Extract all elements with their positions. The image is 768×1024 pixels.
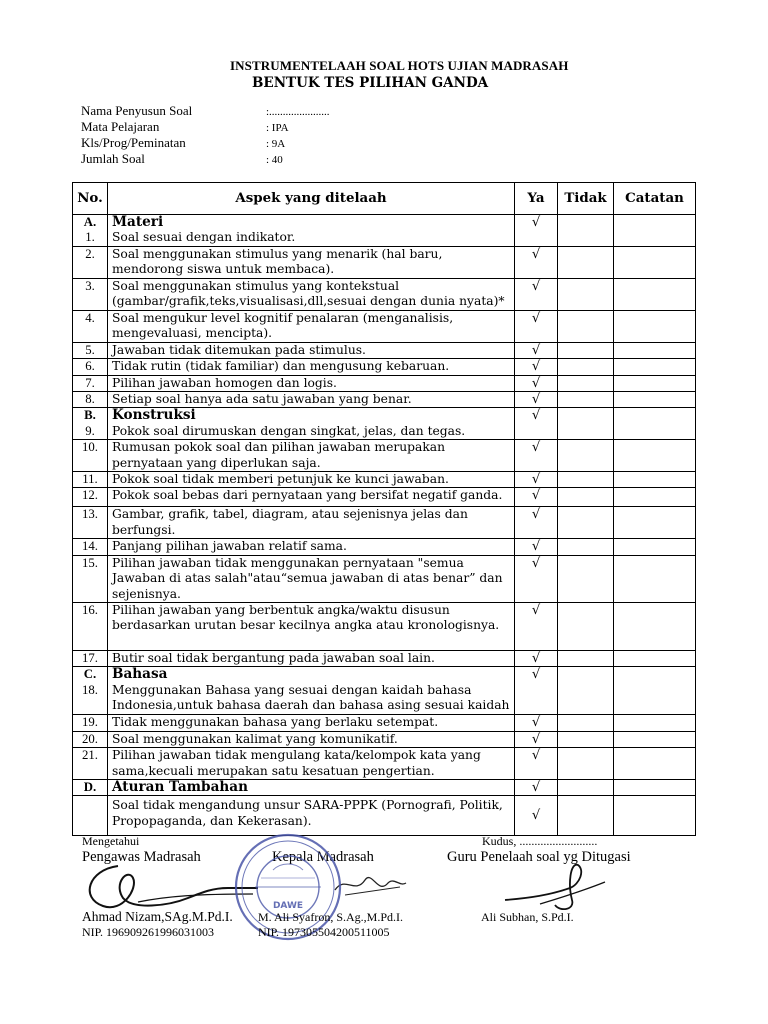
meta-row <box>81 119 330 135</box>
table-row <box>73 246 696 278</box>
table-row <box>73 392 696 408</box>
row-aspect-cell <box>108 650 515 666</box>
ya-check-cell <box>515 342 558 358</box>
meta-label: Jumlah Soal <box>81 151 145 166</box>
header-aspek: Aspek yang ditelaah <box>108 183 515 215</box>
row-aspect-cell <box>108 555 515 602</box>
table-body <box>73 215 696 836</box>
ya-check-cell <box>515 539 558 555</box>
tidak-cell <box>558 440 614 472</box>
aspect-text: Setiap soal hanya ada satu jawaban yang benar. <box>112 392 412 407</box>
item-number: 20. <box>82 731 98 746</box>
check-mark-icon: √ <box>531 731 541 747</box>
pengawas-nip: NIP. 196909261996031003 <box>82 925 215 939</box>
kepala-name: M. Ali Syafron, S.Ag.,M.Pd.I. <box>258 910 404 924</box>
item-number: 3. <box>85 278 95 293</box>
check-mark-icon: √ <box>531 748 541 764</box>
row-number-cell <box>73 246 108 278</box>
row-number-cell <box>73 278 108 310</box>
tidak-cell <box>558 650 614 666</box>
ya-check-cell <box>515 278 558 310</box>
ya-check-cell <box>515 650 558 666</box>
row-number-cell <box>73 215 108 247</box>
tidak-cell <box>558 667 614 715</box>
check-mark-icon: √ <box>531 359 541 375</box>
ya-check-cell <box>515 748 558 780</box>
check-mark-icon: √ <box>531 808 541 824</box>
catatan-cell <box>614 667 696 715</box>
row-aspect-cell <box>108 748 515 780</box>
catatan-cell <box>614 246 696 278</box>
row-number-cell <box>73 440 108 472</box>
mengetahui-label: Mengetahui <box>82 834 140 848</box>
ya-check-cell <box>515 375 558 391</box>
catatan-cell <box>614 539 696 555</box>
check-mark-icon: √ <box>531 539 541 555</box>
tidak-cell <box>558 731 614 747</box>
catatan-cell <box>614 796 696 836</box>
ya-check-cell <box>515 667 558 715</box>
meta-row <box>81 103 330 119</box>
row-aspect-cell <box>108 392 515 408</box>
ya-check-cell <box>515 779 558 795</box>
ya-check-cell <box>515 310 558 342</box>
table-row <box>73 539 696 555</box>
row-number-cell <box>73 342 108 358</box>
check-mark-icon: √ <box>531 779 541 795</box>
header-catatan: Catatan <box>614 183 696 215</box>
item-number: 13. <box>82 507 98 522</box>
meta-value: : IPA <box>266 122 289 134</box>
item-number: 21. <box>82 748 98 763</box>
meta-row <box>81 151 330 167</box>
table-header-row <box>73 183 696 215</box>
tidak-cell <box>558 359 614 375</box>
item-number: 15. <box>82 555 98 570</box>
aspect-text: Soal menggunakan stimulus yang kontekstual (gambar/grafik,teks,visualisasi,dll,sesuai dengan dunia nyata)* <box>112 278 505 309</box>
item-number: 6. <box>85 359 95 374</box>
row-aspect-cell <box>108 488 515 507</box>
tidak-cell <box>558 507 614 539</box>
tidak-cell <box>558 748 614 780</box>
aspect-text: Tidak menggunakan bahasa yang berlaku setempat. <box>112 715 439 730</box>
aspect-text: Soal menggunakan kalimat yang komunikatif. <box>112 731 398 746</box>
row-aspect-cell <box>108 359 515 375</box>
tidak-cell <box>558 392 614 408</box>
catatan-cell <box>614 472 696 488</box>
meta-value: :...................... <box>266 106 330 118</box>
ya-check-cell <box>515 472 558 488</box>
tidak-cell <box>558 602 614 650</box>
item-number: 1. <box>85 230 95 245</box>
kepala-nip: NIP. 197305504200511005 <box>258 925 390 939</box>
row-aspect-cell <box>108 796 515 836</box>
check-mark-icon: √ <box>531 667 541 683</box>
aspect-text: Pokok soal tidak memberi petunjuk ke kunci jawaban. <box>112 472 449 487</box>
item-number: 10. <box>82 440 98 455</box>
ya-check-cell <box>515 440 558 472</box>
tidak-cell <box>558 342 614 358</box>
kepala-title: Kepala Madrasah <box>272 849 374 865</box>
item-number: 4. <box>85 310 95 325</box>
tidak-cell <box>558 310 614 342</box>
meta-value: : 40 <box>266 154 283 166</box>
catatan-cell <box>614 507 696 539</box>
row-number-cell <box>73 488 108 507</box>
check-mark-icon: √ <box>531 408 541 424</box>
check-mark-icon: √ <box>531 472 541 488</box>
catatan-cell <box>614 359 696 375</box>
row-aspect-cell <box>108 507 515 539</box>
row-aspect-cell <box>108 539 515 555</box>
row-number-cell <box>73 715 108 731</box>
tidak-cell <box>558 278 614 310</box>
check-mark-icon: √ <box>531 440 541 456</box>
item-number: 8. <box>85 392 95 407</box>
tidak-cell <box>558 779 614 795</box>
item-number: 7. <box>85 375 95 390</box>
row-aspect-cell <box>108 472 515 488</box>
row-aspect-cell <box>108 440 515 472</box>
row-aspect-cell <box>108 715 515 731</box>
document-title: INSTRUMENTELAAH SOAL HOTS UJIAN MADRASAH <box>230 58 569 73</box>
section-title: Aturan Tambahan <box>112 778 248 795</box>
meta-value: : 9A <box>266 138 286 150</box>
row-number-cell <box>73 392 108 408</box>
table-row <box>73 602 696 650</box>
section-title: Materi <box>112 214 164 230</box>
ya-check-cell <box>515 555 558 602</box>
aspect-text: Panjang pilihan jawaban relatif sama. <box>112 539 347 554</box>
section-letter: D. <box>83 779 97 794</box>
catatan-cell <box>614 488 696 507</box>
aspect-text: Butir soal tidak bergantung pada jawaban soal lain. <box>112 650 435 665</box>
header-tidak: Tidak <box>558 183 614 215</box>
item-number: 16. <box>82 602 98 617</box>
aspect-text: Tidak rutin (tidak familiar) dan mengusung kebaruan. <box>112 359 450 374</box>
row-number-cell <box>73 667 108 715</box>
aspect-text: Soal menggunakan stimulus yang menarik (hal baru, mendorong siswa untuk membaca). <box>112 246 443 277</box>
catatan-cell <box>614 440 696 472</box>
check-mark-icon: √ <box>531 342 541 358</box>
item-number: 18. <box>82 682 98 697</box>
item-number: 19. <box>82 715 98 730</box>
catatan-cell <box>614 731 696 747</box>
row-number-cell <box>73 731 108 747</box>
header-no: No. <box>73 183 108 215</box>
item-number: 14. <box>82 539 98 554</box>
check-mark-icon: √ <box>531 488 541 504</box>
catatan-cell <box>614 650 696 666</box>
tidak-cell <box>558 375 614 391</box>
catatan-cell <box>614 342 696 358</box>
aspect-text: Pokok soal dirumuskan dengan singkat, jelas, dan tegas. <box>112 423 466 438</box>
pengawas-title: Pengawas Madrasah <box>82 849 201 865</box>
table-row <box>73 715 696 731</box>
guru-title: Guru Penelaah soal yg Ditugasi <box>447 849 631 865</box>
catatan-cell <box>614 602 696 650</box>
row-aspect-cell <box>108 602 515 650</box>
tidak-cell <box>558 246 614 278</box>
item-number: 17. <box>82 650 98 665</box>
ya-check-cell <box>515 715 558 731</box>
row-aspect-cell <box>108 375 515 391</box>
ya-check-cell <box>515 215 558 247</box>
aspect-text: Soal mengukur level kognitif penalaran (menganalisis, mengevaluasi, mencipta). <box>112 310 454 341</box>
table-row <box>73 342 696 358</box>
catatan-cell <box>614 748 696 780</box>
table-row <box>73 796 696 836</box>
check-mark-icon: √ <box>531 392 541 408</box>
table-row <box>73 215 696 247</box>
aspect-text: Jawaban tidak ditemukan pada stimulus. <box>112 342 366 357</box>
tidak-cell <box>558 796 614 836</box>
row-aspect-cell <box>108 731 515 747</box>
tidak-cell <box>558 555 614 602</box>
check-mark-icon: √ <box>531 375 541 391</box>
catatan-cell <box>614 215 696 247</box>
check-mark-icon: √ <box>531 602 541 618</box>
section-letter: C. <box>83 667 97 682</box>
row-number-cell <box>73 359 108 375</box>
tidak-cell <box>558 408 614 440</box>
meta-row <box>81 135 330 151</box>
pengawas-name: Ahmad Nizam,SAg.M.Pd.I. <box>82 909 233 924</box>
section-title: Bahasa <box>112 666 168 683</box>
item-number: 5. <box>85 342 95 357</box>
section-letter: B. <box>84 408 96 423</box>
item-number: 9. <box>85 423 95 438</box>
meta-label: Kls/Prog/Peminatan <box>81 135 186 150</box>
ya-check-cell <box>515 359 558 375</box>
table-row <box>73 779 696 795</box>
guru-name: Ali Subhan, S.Pd.I. <box>481 910 574 924</box>
aspect-text: Soal sesuai dengan indikator. <box>112 230 296 245</box>
table-row <box>73 507 696 539</box>
check-mark-icon: √ <box>531 715 541 731</box>
table-row <box>73 359 696 375</box>
ya-check-cell <box>515 602 558 650</box>
table-row <box>73 408 696 440</box>
check-mark-icon: √ <box>531 555 541 571</box>
guru-signature <box>500 860 610 915</box>
catatan-cell <box>614 779 696 795</box>
aspect-text: Rumusan pokok soal dan pilihan jawaban merupakan pernyataan yang diperlukan saja. <box>112 440 446 470</box>
row-aspect-cell <box>108 408 515 440</box>
aspect-text: Pilihan jawaban tidak menggunakan pernyataan "semua Jawaban di atas salah"atau“semua jawaban di atas benar” dan sejenisnya. <box>112 555 503 601</box>
check-mark-icon: √ <box>531 246 541 262</box>
stamp-center-text: DAWE <box>272 901 304 911</box>
header-ya: Ya <box>515 183 558 215</box>
row-aspect-cell <box>108 342 515 358</box>
row-aspect-cell <box>108 667 515 715</box>
row-number-cell <box>73 310 108 342</box>
aspect-text: Pilihan jawaban homogen dan logis. <box>112 375 337 390</box>
row-number-cell <box>73 796 108 836</box>
check-mark-icon: √ <box>531 650 541 666</box>
row-aspect-cell <box>108 310 515 342</box>
ya-check-cell <box>515 408 558 440</box>
table-row <box>73 555 696 602</box>
tidak-cell <box>558 215 614 247</box>
table-row <box>73 472 696 488</box>
meta-label: Mata Pelajaran <box>81 119 160 134</box>
catatan-cell <box>614 715 696 731</box>
aspect-text: Menggunakan Bahasa yang sesuai dengan kaidah bahasa Indonesia,untuk bahasa daerah dan bahasa asing sesuai kaidah <box>112 682 510 713</box>
check-mark-icon: √ <box>531 215 541 230</box>
row-aspect-cell <box>108 246 515 278</box>
catatan-cell <box>614 392 696 408</box>
ya-check-cell <box>515 507 558 539</box>
section-letter: A. <box>83 215 97 229</box>
aspect-text: Pokok soal bebas dari pernyataan yang bersifat negatif ganda. <box>112 488 503 503</box>
row-number-cell <box>73 408 108 440</box>
table-row <box>73 667 696 715</box>
aspect-text: Gambar, grafik, tabel, diagram, atau sejenisnya jelas dan berfungsi. <box>112 507 468 537</box>
row-number-cell <box>73 507 108 539</box>
review-table <box>72 182 696 836</box>
check-mark-icon: √ <box>531 507 541 523</box>
item-number: 11. <box>82 472 98 487</box>
aspect-text: Soal tidak mengandung unsur SARA-PPPK (Pornografi, Politik, Propopaganda, dan Kekerasan). <box>112 798 503 828</box>
row-number-cell <box>73 602 108 650</box>
aspect-text: Pilihan jawaban tidak mengulang kata/kelompok kata yang sama,kecuali merupakan satu kesatuan pengertian. <box>112 748 481 778</box>
row-aspect-cell <box>108 215 515 247</box>
tidak-cell <box>558 488 614 507</box>
tidak-cell <box>558 539 614 555</box>
catatan-cell <box>614 375 696 391</box>
check-mark-icon: √ <box>531 310 541 326</box>
table-row <box>73 375 696 391</box>
row-number-cell <box>73 539 108 555</box>
check-mark-icon: √ <box>531 278 541 294</box>
row-number-cell <box>73 472 108 488</box>
ya-check-cell <box>515 392 558 408</box>
row-number-cell <box>73 779 108 795</box>
place-date: Kudus, .......................... <box>482 834 598 848</box>
row-number-cell <box>73 650 108 666</box>
row-number-cell <box>73 748 108 780</box>
catatan-cell <box>614 278 696 310</box>
item-number: 2. <box>85 246 95 261</box>
catatan-cell <box>614 310 696 342</box>
meta-label: Nama Penyusun Soal <box>81 103 193 118</box>
row-number-cell <box>73 555 108 602</box>
table-row <box>73 278 696 310</box>
catatan-cell <box>614 408 696 440</box>
table-row <box>73 310 696 342</box>
tidak-cell <box>558 715 614 731</box>
table-row <box>73 488 696 507</box>
document-subtitle: BENTUK TES PILIHAN GANDA <box>252 75 489 91</box>
table-row <box>73 748 696 780</box>
ya-check-cell <box>515 488 558 507</box>
table-row <box>73 440 696 472</box>
section-title: Konstruksi <box>112 407 196 424</box>
ya-check-cell <box>515 246 558 278</box>
catatan-cell <box>614 555 696 602</box>
table-row <box>73 731 696 747</box>
item-number: 12. <box>82 488 98 503</box>
table-row <box>73 650 696 666</box>
identity-block <box>81 103 330 167</box>
row-aspect-cell <box>108 779 515 795</box>
row-number-cell <box>73 375 108 391</box>
ya-check-cell <box>515 796 558 836</box>
row-aspect-cell <box>108 278 515 310</box>
aspect-text: Pilihan jawaban yang berbentuk angka/waktu disusun berdasarkan urutan besar kecilnya angka atau kronologisnya. <box>112 602 500 633</box>
ya-check-cell <box>515 731 558 747</box>
tidak-cell <box>558 472 614 488</box>
